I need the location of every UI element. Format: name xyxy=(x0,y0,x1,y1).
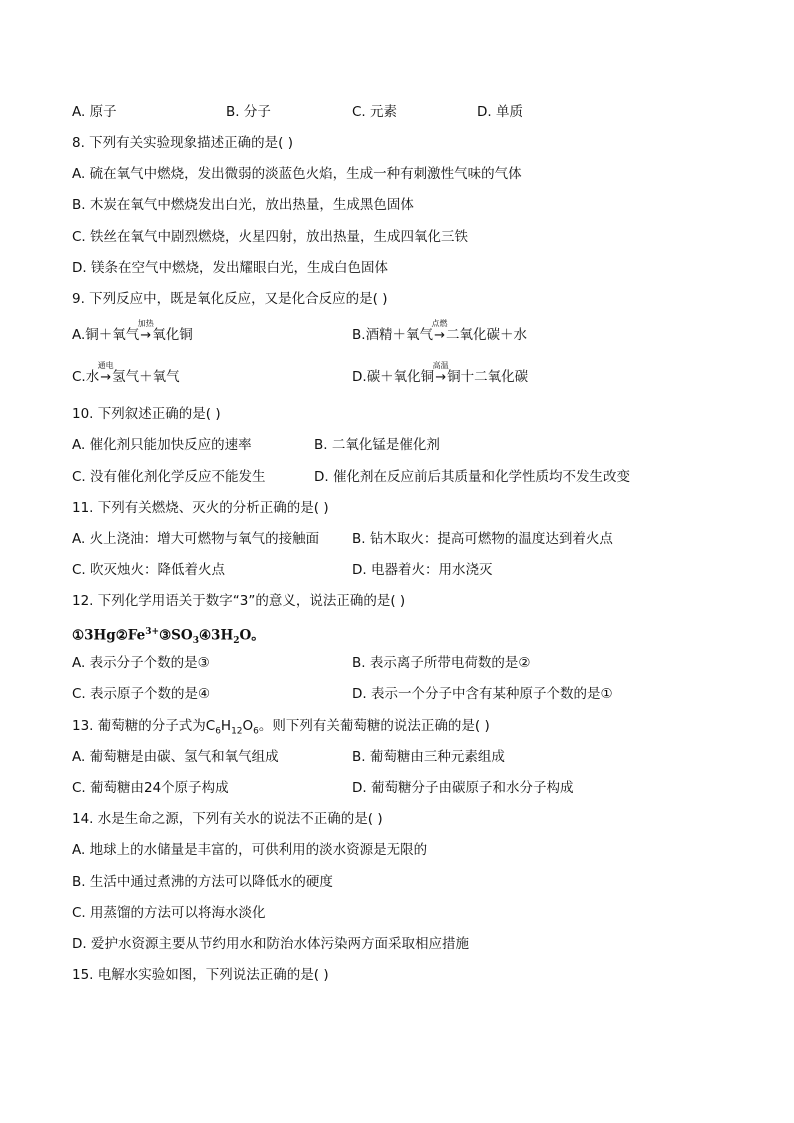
q11-stem: 11. 下列有关燃烧、灭火的分析正确的是( ) xyxy=(72,500,329,516)
q10-option-b: B. 二氧化锰是催化剂 xyxy=(314,437,440,453)
q13-stem: 13. 葡萄糖的分子式为$C_6H_{12}O_6$。则下列有关葡萄糖的说法正确的是( ) xyxy=(72,718,490,737)
q14-option-b: B. 生活中通过煮沸的方法可以降低水的硬度 xyxy=(72,874,333,890)
q9-option-a: A. 铜＋氧气 加热 → 氧化铜 xyxy=(72,319,193,343)
q8-option-c: C. 铁丝在氧气中剧烈燃烧，火星四射，放出热量，生成四氧化三铁 xyxy=(72,229,469,245)
q7-option-b: B. 分子 xyxy=(226,104,271,120)
q12-option-d: D. 表示一个分子中含有某种原子个数的是① xyxy=(352,686,613,702)
q9-option-d: D. 碳＋氧化铜 高温 → 铜十二氧化碳 xyxy=(352,361,529,385)
reaction-arrow: 通电 → xyxy=(97,361,114,385)
q7-option-a: A. 原子 xyxy=(72,104,117,120)
q11-option-d: D. 电器着火：用水浇灭 xyxy=(352,562,493,578)
q10-option-c: C. 没有催化剂化学反应不能发生 xyxy=(72,469,266,485)
q13-option-c: C. 葡萄糖由24个原子构成 xyxy=(72,780,229,796)
q8-option-d: D. 镁条在空气中燃烧，发出耀眼白光，生成白色固体 xyxy=(72,260,388,276)
q11-option-c: C. 吹灭烛火：降低着火点 xyxy=(72,562,226,578)
q8-stem: 8. 下列有关实验现象描述正确的是( ) xyxy=(72,135,293,151)
q14-option-c: C. 用蒸馏的方法可以将海水淡化 xyxy=(72,905,266,921)
q12-option-a: A. 表示分子个数的是③ xyxy=(72,655,210,671)
q15-stem: 15. 电解水实验如图，下列说法正确的是( ) xyxy=(72,967,329,983)
q12-option-c: C. 表示原子个数的是④ xyxy=(72,686,211,702)
reaction-arrow: 高温 → xyxy=(432,361,449,385)
q9-stem: 9. 下列反应中，既是氧化反应，又是化合反应的是( ) xyxy=(72,291,388,307)
q9-option-b: B. 酒精＋氧气 点燃 → 二氧化碳＋水 xyxy=(352,319,527,343)
q12-stem: 12. 下列化学用语关于数字“3”的意义，说法正确的是( ) xyxy=(72,593,406,609)
reaction-arrow: 加热 → xyxy=(137,319,154,343)
q12-formulas: $①3Hg②Fe^{3+}③SO_3④3H_2O$。 xyxy=(72,627,265,647)
q7-option-c: C. 元素 xyxy=(352,104,398,120)
q14-option-a: A. 地球上的水储量是丰富的，可供利用的淡水资源是无限的 xyxy=(72,842,428,858)
q8-option-b: B. 木炭在氧气中燃烧发出白光，放出热量，生成黑色固体 xyxy=(72,197,414,213)
q7-option-d: D. 单质 xyxy=(477,104,523,120)
q14-stem: 14. 水是生命之源，下列有关水的说法不正确的是( ) xyxy=(72,811,383,827)
reaction-arrow: 点燃 → xyxy=(431,319,448,343)
q13-option-b: B. 葡萄糖由三种元素组成 xyxy=(352,749,505,765)
q10-option-d: D. 催化剂在反应前后其质量和化学性质均不发生改变 xyxy=(314,469,630,485)
q11-option-b: B. 钻木取火：提高可燃物的温度达到着火点 xyxy=(352,531,613,547)
q11-option-a: A. 火上浇油：增大可燃物与氧气的接触面 xyxy=(72,531,320,547)
q10-stem: 10. 下列叙述正确的是( ) xyxy=(72,406,221,422)
q9-option-c: C. 水 通电 → 氢气＋氧气 xyxy=(72,361,180,385)
q13-option-a: A. 葡萄糖是由碳、氢气和氧气组成 xyxy=(72,749,279,765)
q13-option-d: D. 葡萄糖分子由碳原子和水分子构成 xyxy=(352,780,574,796)
q10-option-a: A. 催化剂只能加快反应的速率 xyxy=(72,437,252,453)
q14-option-d: D. 爱护水资源主要从节约用水和防治水体污染两方面采取相应措施 xyxy=(72,936,469,952)
q8-option-a: A. 硫在氧气中燃烧，发出微弱的淡蓝色火焰，生成一种有刺激性气味的气体 xyxy=(72,166,522,182)
q12-option-b: B. 表示离子所带电荷数的是② xyxy=(352,655,531,671)
